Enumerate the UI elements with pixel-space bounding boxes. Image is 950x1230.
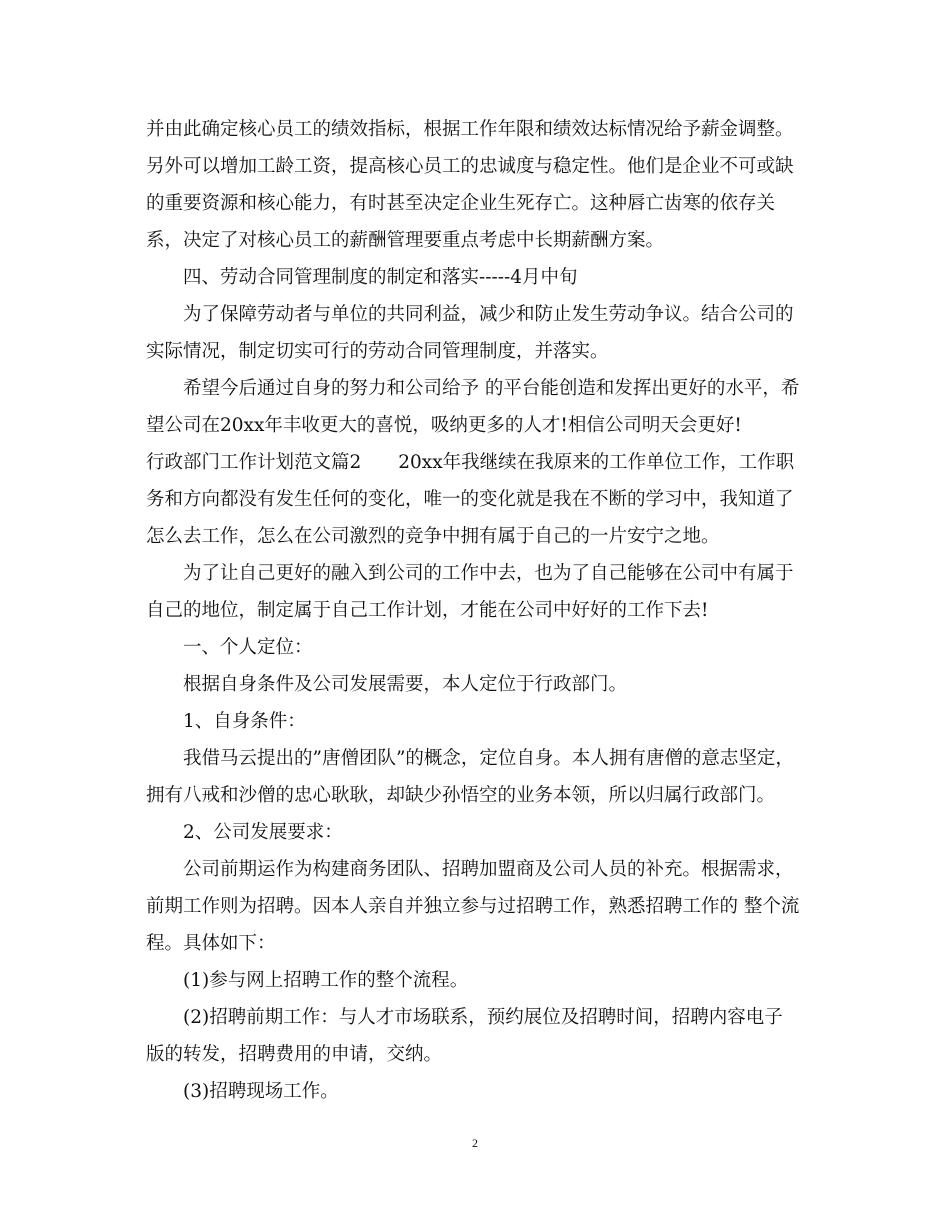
subsection-heading: 1、自身条件： [183,711,306,732]
section-heading: 一、个人定位： [183,637,313,658]
subsection-heading: 2、公司发展要求： [183,822,343,843]
section-heading: 四、劳动合同管理制度的制定和落实-----4月中旬 [183,267,578,288]
list-item: (1)参与网上招聘工作的整个流程。 [183,970,469,991]
text-line: 务和方向都没有发生任何的变化，唯一的变化就是我在不断的学习中，我知道了 [146,489,794,510]
text-line: 行政部门工作计划范文篇2 20xx年我继续在我原来的工作单位工作，工作职 [146,452,795,473]
text-line: 自己的地位，制定属于自己工作计划，才能在公司中好好的工作下去! [146,600,709,621]
text-line: 拥有八戒和沙僧的忠心耿耿，却缺少孙悟空的业务本领，所以归属行政部门。 [146,785,776,806]
text-line: 公司前期运作为构建商务团队、招聘加盟商及公司人员的补充。根据需求， [183,859,794,880]
text-line: 另外可以增加工龄工资，提高核心员工的忠诚度与稳定性。他们是企业不可或缺 [146,156,794,177]
text-line: 程。具体如下： [146,933,276,954]
text-line: 的重要资源和核心能力，有时甚至决定企业生死存亡。这种唇亡齿寒的依存关 [146,193,776,214]
text-line: 我借马云提出的”唐僧团队”的概念，定位自身。本人拥有唐僧的意志坚定， [183,748,794,769]
text-line: 为了让自己更好的融入到公司的工作中去，也为了自己能够在公司中有属于 [183,563,794,584]
text-line: 实际情况，制定切实可行的劳动合同管理制度，并落实。 [146,341,609,362]
list-item: (2)招聘前期工作：与人才市场联系，预约展位及招聘时间，招聘内容电子 [183,1007,783,1028]
list-item: (3)招聘现场工作。 [183,1081,339,1102]
text-line: 根据自身条件及公司发展需要，本人定位于行政部门。 [183,674,628,695]
text-line: 版的转发，招聘费用的申请，交纳。 [146,1044,443,1065]
text-line: 前期工作则为招聘。因本人亲自并独立参与过招聘工作，熟悉招聘工作的 整个流 [146,896,800,917]
page-number: 2 [472,1136,478,1150]
text-line: 希望今后通过自身的努力和公司给予 的平台能创造和发挥出更好的水平，希 [183,378,800,399]
text-line: 系，决定了对核心员工的薪酬管理要重点考虑中长期薪酬方案。 [146,230,665,251]
text-line: 望公司在20xx年丰收更大的喜悦，吸纳更多的人才!相信公司明天会更好! [146,415,742,436]
text-line: 怎么去工作，怎么在公司激烈的竞争中拥有属于自己的一片安宁之地。 [146,526,720,547]
text-line: 并由此确定核心员工的绩效指标，根据工作年限和绩效达标情况给予薪金调整。 [146,119,794,140]
text-line: 为了保障劳动者与单位的共同利益，减少和防止发生劳动争议。结合公司的 [183,304,794,325]
